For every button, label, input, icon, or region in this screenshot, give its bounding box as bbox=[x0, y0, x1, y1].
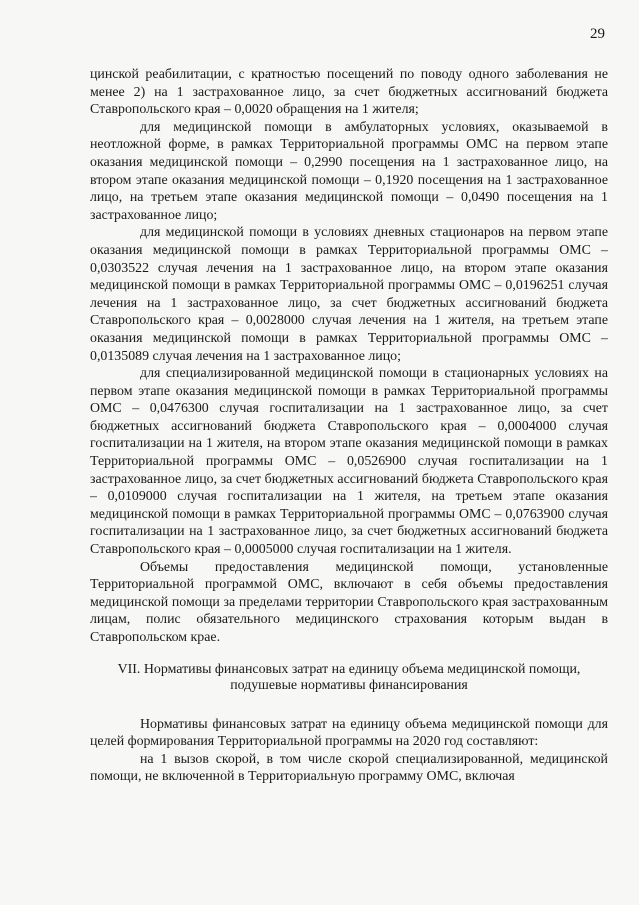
paragraph-continuation: цинской реабилитации, с кратностью посещений по поводу одного заболевания не менее 2) на 1 застрахованное лицо, за счет бюджетных ассигнований бюджета Ставропольского края – 0,0020 обращения на 1 жителя; bbox=[90, 67, 608, 118]
section-heading: VII. Нормативы финансовых затрат на единицу объема медицинской помощи, подушевые нормативы финансирования bbox=[117, 661, 581, 693]
paragraph-cost-standards: Нормативы финансовых затрат на единицу объема медицинской помощи для целей формирования Территориальной программы на 2020 год составляют: bbox=[90, 716, 608, 750]
document-body bbox=[90, 66, 608, 786]
paragraph-ambulance-call: на 1 вызов скорой, в том числе скорой специализированной, медицинской помощи, не включенной в Территориальную программу ОМС, включая bbox=[90, 751, 608, 785]
paragraph-inpatient: для специализированной медицинской помощи в стационарных условиях на первом этапе оказания медицинской помощи в рамках Территориальной программы ОМС – 0,0476300 случая госпитализации на 1 застрахованное лицо, за счет бюджетных ассигнований бюджета Ставропольского края – 0,0004000 случая госпитализации на 1 жителя, на втором этапе оказания медицинской помощи в рамках Территориальной программы ОМС – 0,0526900 случая госпитализации на 1 застрахованное лицо, за счет бюджетных ассигнований бюджета Ставропольского края – 0,0109000 случая госпитализации на 1 жителя, на третьем этапе оказания медицинской помощи в рамках Территориальной программы ОМС – 0,0763900 случая госпитализации на 1 застрахованное лицо, за счет бюджетных ассигнований бюджета Ставропольского края – 0,0005000 случая госпитализации на 1 жителя. bbox=[90, 366, 608, 558]
page-number: 29 bbox=[590, 26, 605, 42]
paragraph-volumes: Объемы предоставления медицинской помощи, установленные Территориальной программой ОМС, включают в себя объемы предоставления медицинской помощи за пределами территории Ставропольского края застрахованным лицам, полис обязательного медицинского страхования которым выдан в Ставропольском крае. bbox=[90, 559, 608, 645]
paragraph-day-hospital: для медицинской помощи в условиях дневных стационаров на первом этапе оказания медицинской помощи в рамках Территориальной программы ОМС – 0,0303522 случая лечения на 1 застрахованное лицо, на втором этапе оказания медицинской помощи в рамках Территориальной программы ОМС – 0,0196251 случая лечения на 1 застрахованное лицо, за счет бюджетных ассигнований бюджета Ставропольского края – 0,0028000 случая лечения на 1 жителя, на третьем этапе оказания медицинской помощи в рамках Территориальной программы ОМС – 0,0135089 случая лечения на 1 застрахованное лицо; bbox=[90, 225, 608, 364]
paragraph-emergency-outpatient: для медицинской помощи в амбулаторных условиях, оказываемой в неотложной форме, в рамках Территориальной программы ОМС на первом этапе оказания медицинской помощи – 0,2990 посещения на 1 застрахованное лицо, на втором этапе оказания медицинской помощи – 0,1920 посещения на 1 застрахованное лицо, на третьем этапе оказания медицинской помощи – 0,0490 посещения на 1 застрахованное лицо; bbox=[90, 119, 608, 223]
